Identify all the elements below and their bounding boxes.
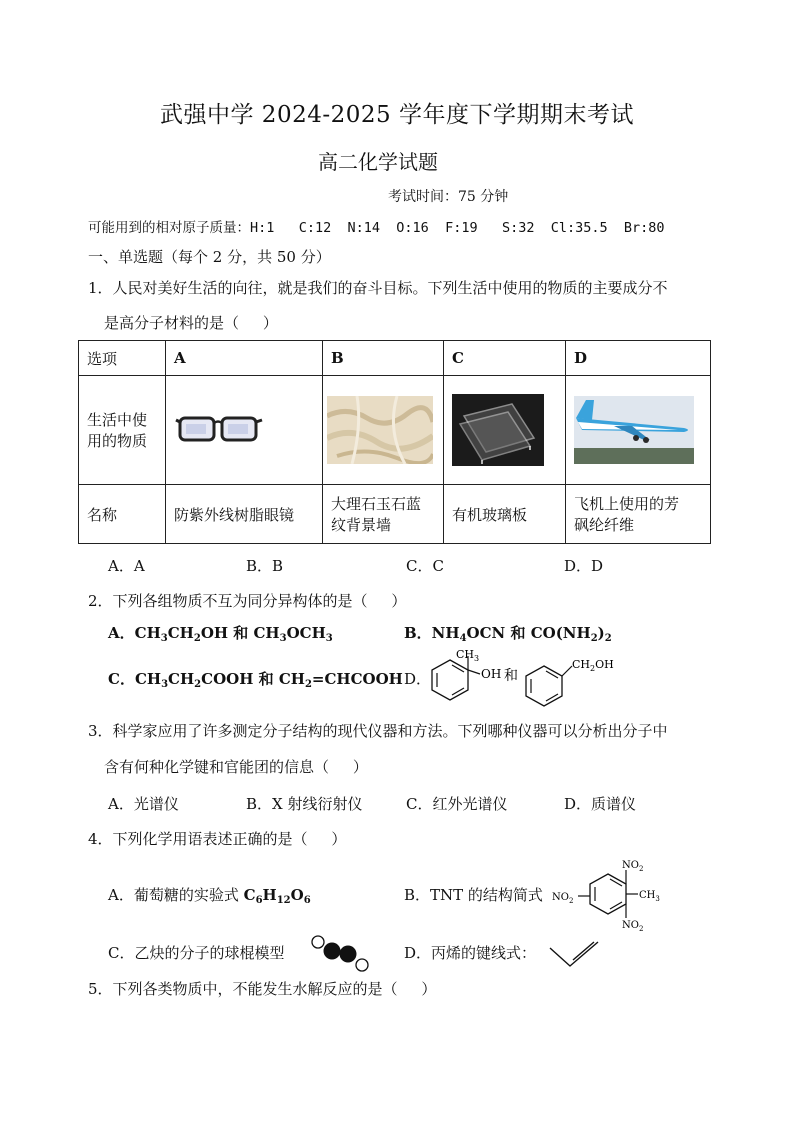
table-row-label-items (79, 376, 166, 485)
q4-option-a: A．葡萄糖的实验式 $C_6H_{12}O_6$ (108, 886, 311, 906)
ch3-label: $CH_3$ (456, 648, 480, 663)
acrylic-plate-image (452, 394, 544, 466)
q1-option-c: C．C (406, 557, 444, 575)
section-title: 一、单选题（每个 2 分，共 50 分） (88, 248, 331, 266)
glasses-image-cell (166, 376, 323, 485)
tnt-no2-top: $NO_2$ (622, 860, 644, 873)
q5-stem: 5．下列各类物质中，不能发生水解反应的是（ ） (88, 980, 437, 998)
exam-title: 武强中学 2024-2025 学年度下学期期末考试 (160, 102, 634, 128)
q3-option-a: A．光谱仪 (108, 795, 179, 813)
marble-image-cell (323, 376, 444, 485)
q3-option-b: B．X 射线衍射仪 (246, 795, 363, 813)
q2-b-prefix: B．NH (404, 624, 460, 642)
q1-stem-line2: 是高分子材料的是（ ） (104, 314, 278, 332)
q2-a-prefix: A．CH (108, 624, 161, 642)
table-name-label: 名称 (79, 485, 166, 544)
q2-c-prefix: C．CH (108, 670, 162, 688)
table-header-c: C (444, 341, 566, 376)
q4-option-d: D．丙烯的键线式： (404, 944, 537, 962)
name-c: 有机玻璃板 (444, 485, 566, 544)
q4-option-c: C．乙炔的分子的球棍模型 (108, 944, 285, 962)
table-header-a: A (166, 341, 323, 376)
glasses-image (174, 410, 264, 450)
name-a: 防紫外线树脂眼镜 (166, 485, 323, 544)
q2-option-d-label: D． (404, 670, 432, 688)
airplane-image (574, 396, 694, 464)
q2-stem: 2．下列各组物质不互为同分异构体的是（ ） (88, 592, 407, 610)
q3-option-c: C．红外光谱仪 (406, 795, 508, 813)
q3-stem-line1: 3．科学家应用了许多测定分子结构的现代仪器和方法。下列哪种仪器可以分析出分子中 (88, 722, 668, 740)
q3-stem-line2: 含有何种化学键和官能团的信息（ ） (104, 758, 368, 776)
propene-skeletal-formula (548, 938, 602, 970)
q3-option-d: D．质谱仪 (564, 795, 637, 813)
airplane-image-cell (566, 376, 711, 485)
tnt-structure (550, 856, 670, 932)
q1-stem-line1: 1．人民对美好生活的向往，就是我们的奋斗目标。下列生活中使用的物质的主要成分不 (88, 279, 668, 297)
table-header-d: D (566, 341, 711, 376)
atomic-masses: 可能用到的相对原子质量：H:1 C:12 N:14 O:16 F:19 S:32 Cl:35.5 Br:80 (88, 220, 665, 236)
row-label-line1: 生活中使 (87, 411, 148, 429)
tnt-ch3: $CH_3$ (639, 890, 660, 903)
acrylic-image-cell (444, 376, 566, 485)
acetylene-ball-stick-model (306, 932, 376, 974)
ch2oh-label: $CH_2OH$ (572, 658, 614, 673)
table-header-b: B (323, 341, 444, 376)
q4-option-b: B．TNT 的结构简式 (404, 886, 543, 904)
q2-option-a: A．$CH_3CH_2OH$ 和 $CH_3OCH_3$ (108, 624, 333, 644)
name-d-line2: 砜纶纤维 (574, 516, 635, 534)
q2-option-b: B．$NH_4OCN$ 和 $CO(NH_2)_2$ (404, 624, 612, 644)
q1-option-a: A．A (108, 557, 145, 575)
q2-d-and: 和 (504, 668, 518, 684)
marble-wall-image (327, 396, 433, 464)
exam-subtitle: 高二化学试题 (318, 150, 438, 174)
row-label-line2: 用的物质 (87, 432, 148, 450)
exam-time: 考试时间：75 分钟 (388, 189, 509, 205)
q1-option-b: B．B (246, 557, 284, 575)
name-b (323, 485, 444, 544)
name-d-line1: 飞机上使用的芳 (574, 495, 680, 513)
q2-option-c: C．$CH_3CH_2COOH$ 和 $CH_2=CHCOOH$ (108, 670, 403, 690)
name-b-line1: 大理石玉石蓝 (331, 495, 422, 513)
q1-option-d: D．D (564, 557, 604, 575)
q2-option-d-structures (430, 644, 630, 716)
q1-options-table (78, 340, 711, 544)
name-b-line2: 纹背景墙 (331, 516, 392, 534)
table-header-option: 选项 (79, 341, 166, 376)
oh-label: OH (481, 667, 502, 681)
tnt-no2-bottom: $NO_2$ (622, 920, 644, 932)
name-d (566, 485, 711, 544)
q4-stem: 4．下列化学用语表述正确的是（ ） (88, 830, 347, 848)
q4-a-text: A．葡萄糖的实验式 (108, 886, 244, 904)
tnt-no2-left: $NO_2$ (552, 892, 574, 905)
